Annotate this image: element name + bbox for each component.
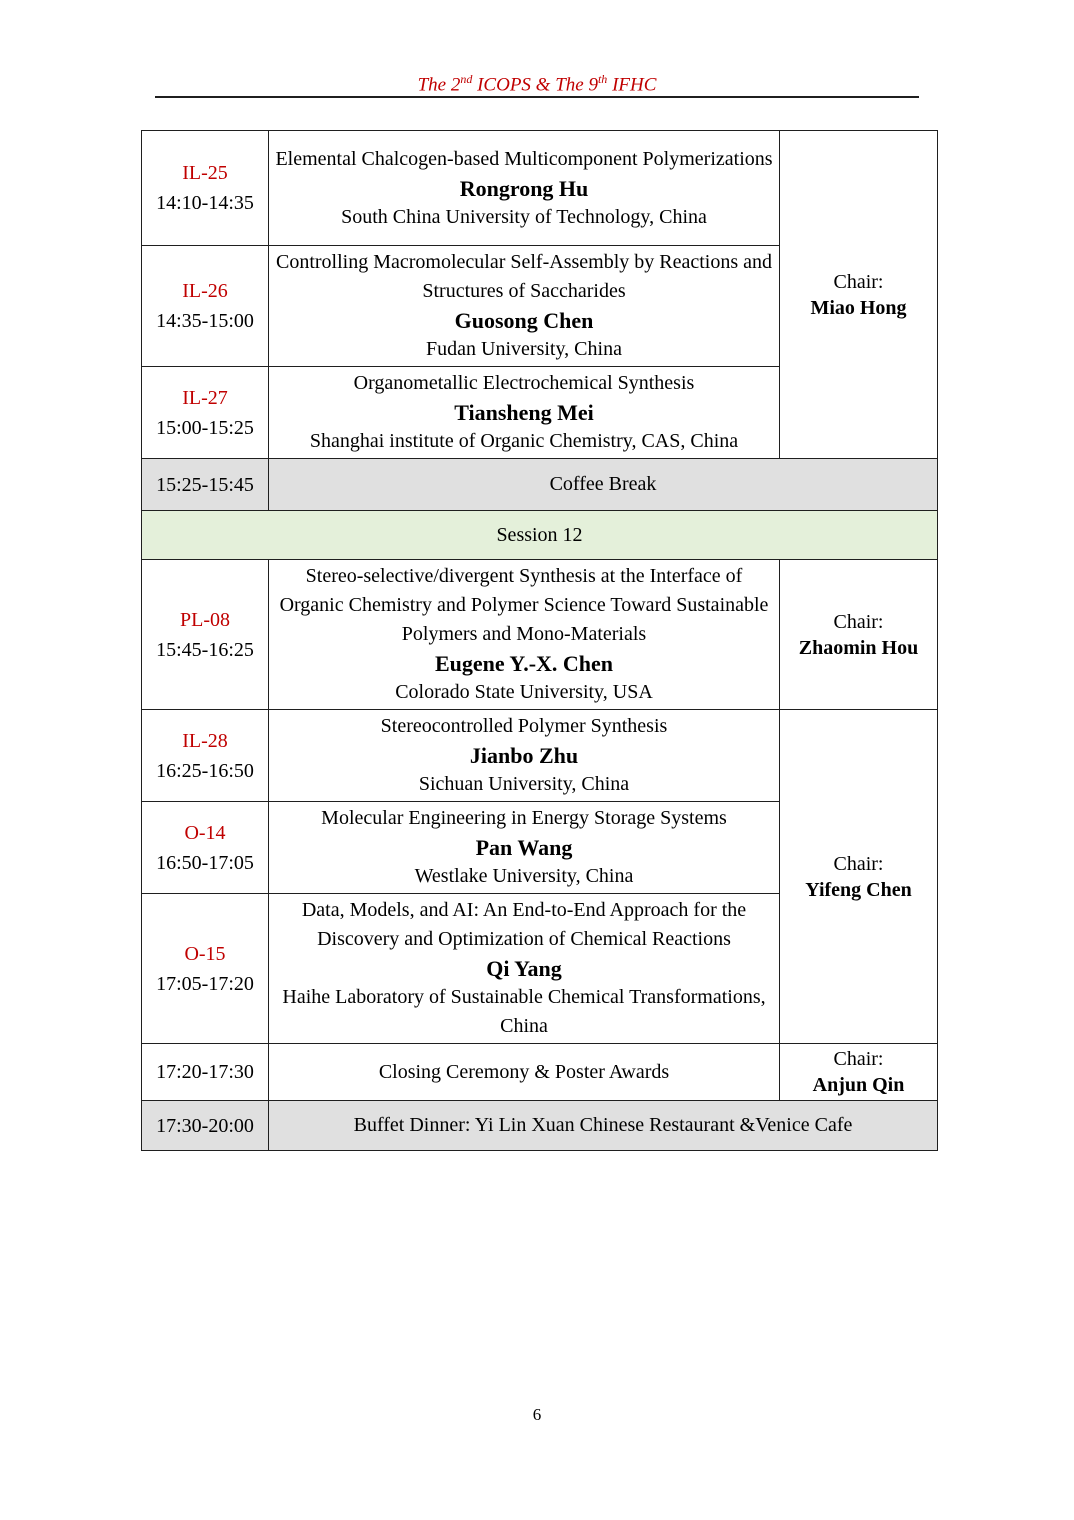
slot-time-cell xyxy=(142,1101,269,1151)
talk-affiliation: Shanghai institute of Organic Chemistry, CAS, China xyxy=(309,430,739,452)
talk-time: 16:25-16:50 xyxy=(156,759,254,782)
slot-time: 15:25-15:45 xyxy=(156,473,254,496)
talk-affiliation: South China University of Technology, China xyxy=(341,205,707,228)
chair-label: Chair: xyxy=(833,270,884,293)
chair-name: Zhaomin Hou xyxy=(798,636,919,659)
chair-name: Yifeng Chen xyxy=(805,878,912,901)
talk-title: Molecular Engineering in Energy Storage Systems xyxy=(321,807,727,829)
slot-time-cell xyxy=(142,894,269,1044)
table-row xyxy=(142,560,938,710)
chair-cell xyxy=(780,560,938,710)
coffee-break-cell xyxy=(269,459,938,511)
title-superscript: th xyxy=(597,72,608,86)
talk-time: 14:10-14:35 xyxy=(156,192,254,214)
talk-code: PL-08 xyxy=(180,608,230,631)
talk-title: Controlling Macromolecular Self-Assembly by Reactions and Structures of Saccharides xyxy=(275,251,772,302)
talk-title: Stereocontrolled Polymer Synthesis xyxy=(380,715,668,737)
talk-time: 14:35-15:00 xyxy=(156,310,254,332)
buffet-dinner-row xyxy=(142,1101,938,1151)
coffee-break-label: Coffee Break xyxy=(549,473,657,495)
chair-name: Anjun Qin xyxy=(812,1074,905,1096)
talk-title: Stereo-selective/divergent Synthesis at the Interface of Organic Chemistry and Polymer Science Toward Sustainable Polymers and Mono-Materials xyxy=(279,565,769,645)
title-part: The 2 xyxy=(417,74,461,96)
talk-speaker: Tiansheng Mei xyxy=(454,400,594,425)
talk-code: IL-26 xyxy=(182,280,228,302)
talk-affiliation: Fudan University, China xyxy=(426,338,622,360)
closing-ceremony-label: Closing Ceremony & Poster Awards xyxy=(378,1060,670,1083)
talk-time: 16:50-17:05 xyxy=(156,851,254,874)
page-number: 6 xyxy=(532,1405,542,1424)
program-schedule-table xyxy=(141,130,938,1151)
title-part: IFHC xyxy=(607,74,657,96)
talk-affiliation: Westlake University, China xyxy=(414,865,634,887)
talk-title: Data, Models, and AI: An End-to-End Approach for the Discovery and Optimization of Chemical Reactions xyxy=(301,899,747,950)
coffee-break-row xyxy=(142,459,938,511)
talk-affiliation: Colorado State University, USA xyxy=(395,681,653,703)
talk-title: Organometallic Electrochemical Synthesis xyxy=(353,372,695,394)
talk-code: O-14 xyxy=(184,821,226,844)
chair-cell xyxy=(780,1044,938,1101)
page-title xyxy=(0,72,1074,96)
buffet-dinner-label: Buffet Dinner: Yi Lin Xuan Chinese Restaurant &Venice Cafe xyxy=(353,1114,853,1136)
closing-ceremony-cell xyxy=(269,1044,780,1101)
title-part: ICOPS & The 9 xyxy=(472,74,598,96)
chair-name: Miao Hong xyxy=(810,296,907,319)
talk-cell xyxy=(269,894,780,1044)
closing-ceremony-row xyxy=(142,1044,938,1101)
session-label: Session 12 xyxy=(496,523,583,546)
talk-code: IL-27 xyxy=(182,386,228,409)
talk-cell xyxy=(269,131,780,246)
header-rule xyxy=(155,96,919,98)
talk-speaker: Pan Wang xyxy=(475,835,573,860)
session-banner-row xyxy=(142,511,938,560)
talk-cell xyxy=(269,246,780,367)
talk-code: IL-28 xyxy=(182,729,228,752)
talk-code: O-15 xyxy=(184,942,226,965)
chair-label: Chair: xyxy=(833,1048,884,1070)
talk-affiliation: Haihe Laboratory of Sustainable Chemical Transformations, China xyxy=(282,986,766,1037)
talk-cell xyxy=(269,802,780,894)
slot-time-cell xyxy=(142,802,269,894)
talk-affiliation: Sichuan University, China xyxy=(418,773,630,795)
session-banner-cell xyxy=(142,511,938,560)
slot-time-cell xyxy=(142,710,269,802)
talk-speaker: Rongrong Hu xyxy=(459,175,589,201)
talk-time: 17:05-17:20 xyxy=(156,972,254,995)
table-row xyxy=(142,710,938,802)
slot-time-cell xyxy=(142,367,269,459)
slot-time: 17:30-20:00 xyxy=(156,1114,254,1137)
talk-cell xyxy=(269,710,780,802)
slot-time: 17:20-17:30 xyxy=(156,1061,254,1083)
chair-label: Chair: xyxy=(833,610,884,633)
slot-time-cell xyxy=(142,246,269,367)
talk-title: Elemental Chalcogen-based Multicomponent Polymerizations xyxy=(275,147,773,170)
chair-label: Chair: xyxy=(833,852,884,875)
talk-time: 15:45-16:25 xyxy=(156,638,254,661)
slot-time-cell xyxy=(142,1044,269,1101)
talk-speaker: Eugene Y.-X. Chen xyxy=(434,651,614,676)
buffet-dinner-cell xyxy=(269,1101,938,1151)
talk-speaker: Guosong Chen xyxy=(454,308,594,333)
table-row xyxy=(142,131,938,246)
talk-cell xyxy=(269,367,780,459)
talk-time: 15:00-15:25 xyxy=(156,416,254,439)
talk-code: IL-25 xyxy=(182,162,228,184)
slot-time-cell xyxy=(142,131,269,246)
title-superscript: nd xyxy=(460,72,473,86)
chair-cell xyxy=(780,710,938,1044)
talk-speaker: Qi Yang xyxy=(486,956,562,981)
talk-speaker: Jianbo Zhu xyxy=(469,743,579,768)
talk-cell xyxy=(269,560,780,710)
slot-time-cell xyxy=(142,560,269,710)
slot-time-cell xyxy=(142,459,269,511)
chair-cell xyxy=(780,131,938,459)
